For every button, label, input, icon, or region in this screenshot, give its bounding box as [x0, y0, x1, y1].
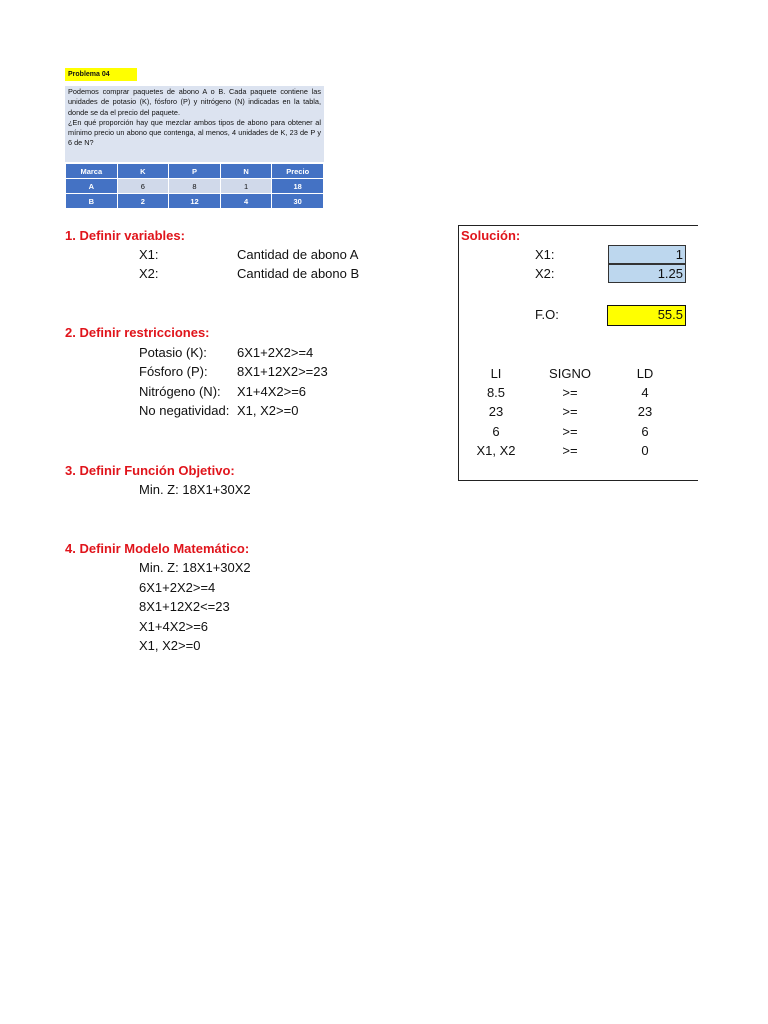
ld-value: 4: [641, 385, 649, 400]
table-cell: 12: [169, 194, 221, 209]
table-cell: 2: [117, 194, 169, 209]
li-value: 8.5: [486, 385, 506, 400]
ld-value: 6: [641, 424, 649, 439]
ld-header: LD: [636, 366, 654, 381]
x1-value-cell[interactable]: 1: [608, 245, 686, 264]
li-value: X1, X2: [476, 443, 516, 458]
solution-title: Solución:: [461, 228, 521, 243]
table-cell: 4: [220, 194, 272, 209]
restriction-name: No negatividad:: [139, 403, 230, 418]
model-line: X1+4X2>=6: [139, 619, 209, 634]
fertilizer-table: [65, 163, 324, 209]
table-header: Marca: [66, 164, 118, 179]
table-cell: 18: [272, 179, 324, 194]
table-cell: 8: [169, 179, 221, 194]
objective-title: 3. Definir Función Objetivo:: [65, 463, 235, 478]
x2-value-cell[interactable]: 1.25: [608, 264, 686, 283]
variable-desc: Cantidad de abono A: [237, 247, 359, 262]
signo-value: >=: [562, 424, 578, 439]
signo-header: SIGNO: [549, 366, 591, 381]
table-cell: 1: [220, 179, 272, 194]
problem-statement: [65, 86, 324, 162]
table-header-row: [66, 164, 324, 179]
signo-value: >=: [562, 443, 578, 458]
model-title: 4. Definir Modelo Matemático:: [65, 541, 250, 556]
restrictions-title: 2. Definir restricciones:: [65, 325, 210, 340]
table-header: K: [117, 164, 169, 179]
fo-value-cell[interactable]: 55.5: [607, 305, 686, 326]
ld-value: 23: [637, 404, 653, 419]
table-header: P: [169, 164, 221, 179]
table-cell: B: [66, 194, 118, 209]
restriction-expr: X1+4X2>=6: [237, 384, 307, 399]
problem-text-2: ¿En qué proporción hay que mezclar ambos tipos de abono para obtener al mínimo precio un abono que contenga, al menos, 4 unidades de K, 23 de P y 6 de N?: [68, 117, 321, 148]
table-cell: A: [66, 179, 118, 194]
variable-name: X2:: [139, 266, 159, 281]
objective-expr: Min. Z: 18X1+30X2: [139, 482, 251, 497]
problem-tag: Problema 04: [65, 68, 137, 81]
table-cell: 30: [272, 194, 324, 209]
signo-value: >=: [562, 385, 578, 400]
variable-name: X1:: [139, 247, 159, 262]
table-header: Precio: [272, 164, 324, 179]
table-row: [66, 194, 324, 209]
model-line: Min. Z: 18X1+30X2: [139, 560, 251, 575]
li-value: 6: [492, 424, 500, 439]
li-value: 23: [488, 404, 504, 419]
signo-value: >=: [562, 404, 578, 419]
x1-label: X1:: [535, 247, 555, 262]
restriction-expr: 8X1+12X2>=23: [237, 364, 328, 379]
model-line: 6X1+2X2>=4: [139, 580, 216, 595]
problem-text-1: Podemos comprar paquetes de abono A o B. Cada paquete contiene las unidades de potasio (K), fósforo (P) y nitrógeno (N) indicadas en la tabla, donde se da el precio del paquete.: [68, 87, 321, 117]
table-cell: 6: [117, 179, 169, 194]
x2-label: X2:: [535, 266, 555, 281]
ld-value: 0: [641, 443, 649, 458]
model-line: X1, X2>=0: [139, 638, 201, 653]
table-header: N: [220, 164, 272, 179]
li-header: LI: [490, 366, 502, 381]
table-row: [66, 179, 324, 194]
variables-title: 1. Definir variables:: [65, 228, 185, 243]
restriction-name: Fósforo (P):: [139, 364, 208, 379]
restriction-expr: 6X1+2X2>=4: [237, 345, 314, 360]
fo-label: F.O:: [535, 307, 559, 322]
model-line: 8X1+12X2<=23: [139, 599, 230, 614]
variable-desc: Cantidad de abono B: [237, 266, 360, 281]
restriction-name: Potasio (K):: [139, 345, 207, 360]
restriction-expr: X1, X2>=0: [237, 403, 299, 418]
restriction-name: Nitrógeno (N):: [139, 384, 221, 399]
